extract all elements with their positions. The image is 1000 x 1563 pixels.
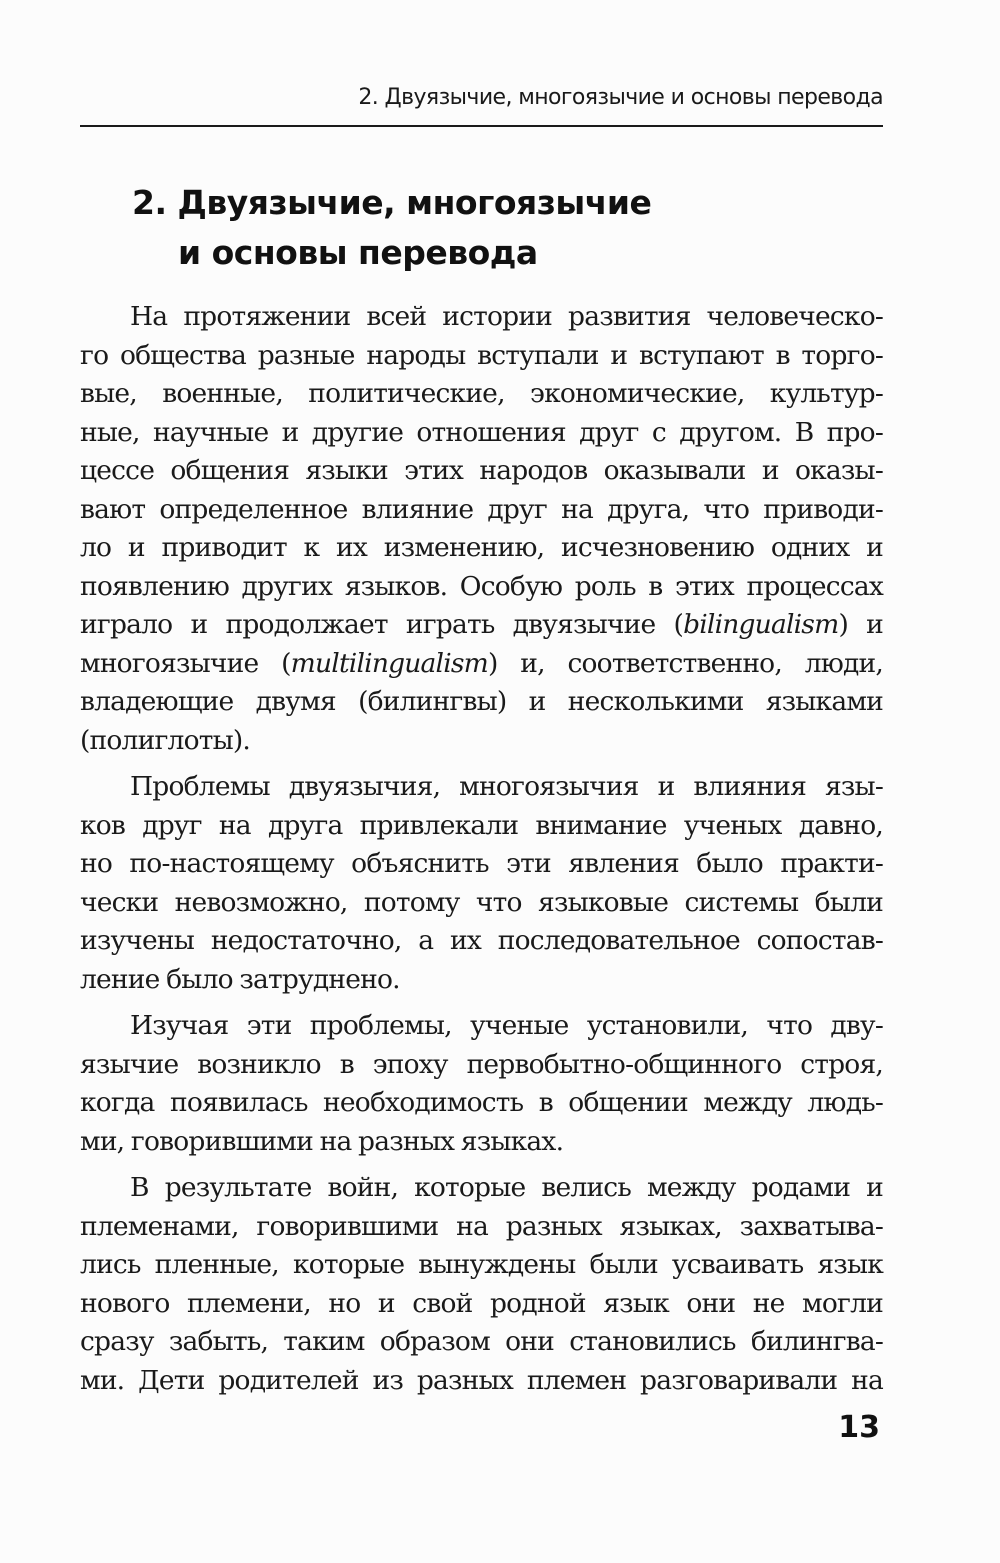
text-line-with-italic: многоязычие (multilingualism) и, соответственно, люди, — [80, 647, 883, 679]
text-line: Изучая эти проблемы, ученые установили, что дву- — [130, 1010, 883, 1041]
text-line: ло и приводит к их изменению, исчезновению одних и — [80, 532, 883, 563]
body-text — [80, 298, 883, 1408]
text-line: ков друг на друга привлекали внимание ученых давно, — [80, 809, 883, 841]
term-english: multilingualism — [290, 647, 488, 679]
text-line: изучены недостаточно, а их последовательное сопостав- — [80, 925, 883, 956]
text-line: ми, говорившими на разных языках. — [80, 1125, 564, 1157]
paragraph-1 — [80, 298, 883, 760]
text-line: вают определенное влияние друг на друга, что приводи- — [80, 493, 883, 525]
text-line: язычие возникло в эпоху первобытно-общинного строя, — [80, 1048, 883, 1080]
text-line: ми. Дети родителей из разных племен разговаривали на — [80, 1364, 883, 1396]
chapter-title-line-2: и основы перевода — [178, 233, 538, 272]
text-line: но по-настоящему объяснить эти явления было практи- — [80, 848, 883, 879]
text-line: вые, военные, политические, экономические, культур- — [80, 378, 883, 409]
text-line: В результате войн, которые велись между родами и — [130, 1172, 883, 1203]
paragraph-4 — [80, 1169, 883, 1400]
text-line: го общества разные народы вступали и вступают в торго- — [80, 339, 883, 371]
text-line: цессе общения языки этих народов оказывали и оказы- — [80, 455, 883, 486]
text-line: появлению других языков. Особую роль в этих процессах — [80, 570, 883, 602]
running-header: 2. Двуязычие, многоязычие и основы перевода — [358, 85, 883, 110]
text-line: нового племени, но и свой родной язык они не могли — [80, 1287, 883, 1319]
text-line: владеющие двумя (билингвы) и несколькими языками — [80, 686, 883, 717]
text-line-with-italic: играло и продолжает играть двуязычие (bilingualism) и — [80, 609, 883, 640]
text-line: племенами, говорившими на разных языках, захватыва- — [80, 1210, 883, 1242]
text-line: ление было затруднено. — [80, 963, 400, 995]
text-line: ные, научные и другие отношения друг с другом. В про- — [80, 416, 883, 448]
chapter-title-line-1: 2. Двуязычие, многоязычие — [132, 183, 652, 222]
term-english: bilingualism — [683, 609, 839, 640]
text-line: когда появилась необходимость в общении между людь- — [80, 1087, 883, 1118]
text-line: На протяжении всей истории развития человеческо- — [130, 301, 883, 332]
paragraph-3 — [80, 1007, 883, 1161]
chapter-title — [132, 178, 872, 278]
text-line: сразу забыть, таким образом они становились билингва- — [80, 1326, 883, 1357]
text-line: лись пленные, которые вынуждены были усваивать язык — [80, 1249, 883, 1280]
page-number: 13 — [838, 1410, 880, 1445]
text-line: (полиглоты). — [80, 724, 251, 756]
header-divider — [80, 125, 883, 127]
paragraph-2 — [80, 768, 883, 999]
text-line: чески невозможно, потому что языковые системы были — [80, 886, 883, 918]
text-line: Проблемы двуязычия, многоязычия и влияния язы- — [130, 771, 883, 802]
